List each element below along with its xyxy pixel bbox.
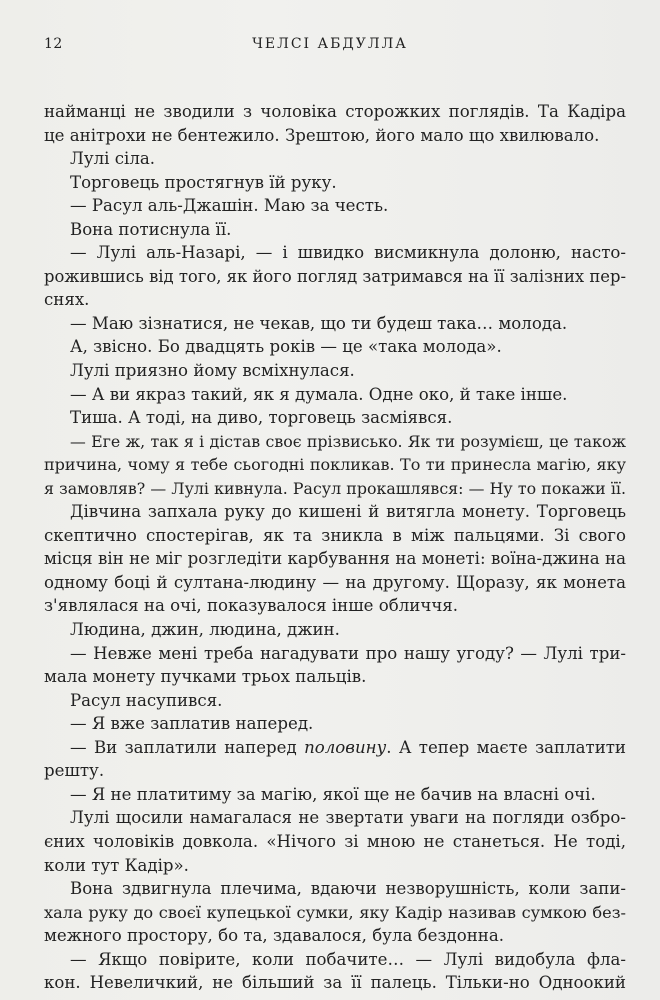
body-text <box>44 100 626 995</box>
text-line: з'являлася на очі, показувалося інше обличчя. <box>44 596 459 616</box>
text-line: — Лулі аль-Назарі, — і швидко висмикнула долоню, насто- <box>70 243 626 263</box>
text-line: решту. <box>44 761 105 781</box>
page-number: 12 <box>44 36 63 52</box>
text-line: — Я не платитиму за магію, якої ще не бачив на власні очі. <box>70 784 596 804</box>
text-line: Лулі сіла. <box>70 149 156 169</box>
text-line: Лулі приязно йому всміхнулася. <box>70 361 355 381</box>
text-line: снях. <box>44 290 90 310</box>
text-line: межного простору, бо та, здавалося, була бездонна. <box>44 926 505 946</box>
text-line: Расул насупився. <box>70 690 223 710</box>
text-line: коли тут Кадір». <box>44 855 189 875</box>
text-line: Вона здвигнула плечима, вдаючи незворушність, коли запи- <box>70 879 626 899</box>
text-line: — Расул аль-Джашін. Маю за честь. <box>70 196 389 216</box>
text-line <box>44 736 626 760</box>
text-line: — А ви якраз такий, як я думала. Одне око, й таке інше. <box>70 384 568 404</box>
text-line: — Невже мені треба нагадувати про нашу угоду? — Лулі три- <box>70 643 626 663</box>
emphasis-text: половину <box>304 737 387 757</box>
text-line: Тиша. А тоді, на диво, торговець засміявся. <box>70 408 453 428</box>
text-line: мала монету пучками трьох пальців. <box>44 667 367 687</box>
text-line: я замовляв? — Лулі кивнула. Расул прокашлявся: — Ну то покажи її. <box>44 478 626 498</box>
text-line: причина, чому я тебе сьогодні покликав. То ти принесла магію, яку <box>44 455 626 475</box>
text-line: єних чоловіків довкола. «Нічого зі мною не станеться. Не тоді, <box>44 831 626 851</box>
text-segment: . А тепер маєте заплатити <box>386 737 626 757</box>
text-line: Дівчина запхала руку до кишені й витягла монету. Торговець <box>70 502 626 522</box>
text-line: Людина, джин, людина, джин. <box>70 620 340 640</box>
text-line: Лулі щосили намагалася не звертати уваги на погляди озбро- <box>70 808 626 828</box>
text-line: кон. Невеличкий, не більший за її палець. Тільки-но Одноокий <box>44 973 626 993</box>
text-line: це анітрохи не бентежило. Зрештою, його мало що хвилювало. <box>44 125 600 145</box>
text-line: одному боці й султана-людину — на другому. Щоразу, як монета <box>44 572 626 592</box>
text-line: скептично спостерігав, як та зникла в між пальцями. Зі свого <box>44 525 626 545</box>
text-line: — Маю зізнатися, не чекав, що ти будеш така… молода. <box>70 313 568 333</box>
text-line: хала руку до своєї купецької сумки, яку Кадір називав сумкою без- <box>44 902 626 922</box>
running-head: ЧЕЛСІ АБДУЛЛА <box>252 36 408 52</box>
text-segment: — Ви заплатили наперед <box>70 737 305 757</box>
text-line: найманці не зводили з чоловіка сторожких поглядів. Та Кадіра <box>44 102 626 121</box>
text-line: Вона потиснула її. <box>70 219 232 239</box>
page-header <box>44 36 616 56</box>
text-line: — Еге ж, так я і дістав своє прізвисько. Як ти розумієш, це також <box>70 431 626 451</box>
text-line: — Якщо повірите, коли побачите… — Лулі видобула фла- <box>70 949 626 969</box>
text-line: рожившись від того, як його погляд затримався на її залізних пер- <box>44 266 626 286</box>
text-line: — Я вже заплатив наперед. <box>70 714 314 734</box>
text-line: місця він не міг розгледіти карбування на монеті: воїна-джина на <box>44 549 626 569</box>
text-line: А, звісно. Бо двадцять років — це «така молода». <box>70 337 502 357</box>
text-line: Торговець простягнув їй руку. <box>70 172 337 192</box>
